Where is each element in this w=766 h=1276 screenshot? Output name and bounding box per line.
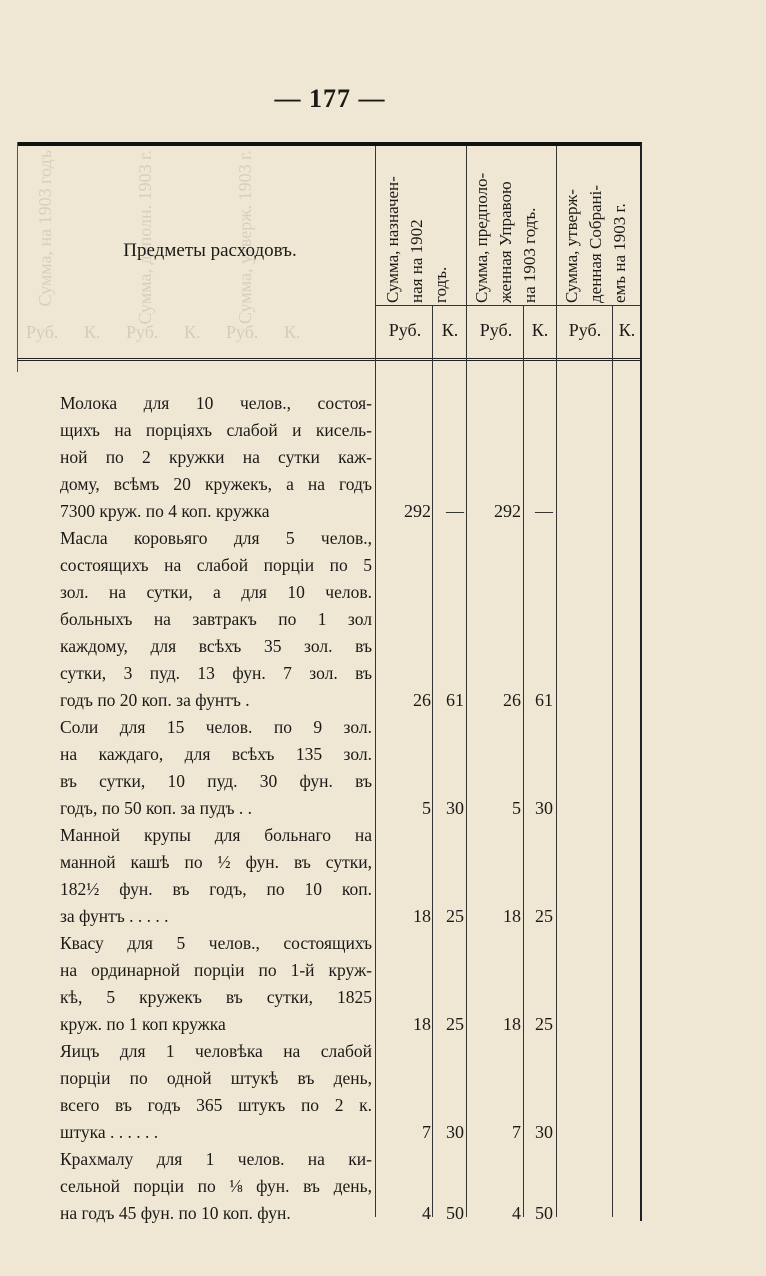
table-title: Предметы расходовъ. <box>123 240 297 261</box>
amount-1903-kop: — <box>535 501 553 521</box>
amount-1902-rub: 26 <box>413 690 431 710</box>
page-number: — 177 — <box>274 84 386 113</box>
unit-approved-kop: К. <box>618 320 636 340</box>
amount-1902-kop: 30 <box>446 798 464 818</box>
ghost-unit-6: К. <box>284 322 301 342</box>
amount-1902-rub: 4 <box>422 1203 431 1223</box>
expense-item-line: годъ по 20 коп. за фунтъ . <box>60 690 250 710</box>
header-unit-divider <box>375 305 640 306</box>
expense-item-line: на каждаго, для всѣхъ 135 зол. <box>60 744 372 764</box>
unit-1902-rub: Руб. <box>388 320 422 340</box>
expense-item-line: Молока для 10 челов., состоя- <box>60 393 372 413</box>
expense-item-line: Яицъ для 1 человѣка на слабой <box>60 1041 372 1061</box>
ghost-unit-1: Руб. <box>26 322 59 342</box>
column-divider-1902-kop <box>432 305 433 1217</box>
ghost-unit-2: К. <box>84 322 101 342</box>
amount-1902-rub: 18 <box>413 906 431 926</box>
amount-1903-kop: 25 <box>535 1014 553 1034</box>
amount-1902-kop: 25 <box>446 1014 464 1034</box>
expense-item-line: зол. на сутки, а для 10 челов. <box>60 582 372 602</box>
amount-1903-rub: 7 <box>512 1122 521 1142</box>
amount-1902-kop: — <box>446 501 464 521</box>
column-header-1903-approved: Сумма, утверж- денная Собрані- емъ на 1903 г. <box>562 184 629 303</box>
amount-1903-kop: 30 <box>535 798 553 818</box>
column-divider-1903-approved <box>556 146 557 1217</box>
column-header-1903-proposed: Сумма, предполо- женная Управою на 1903 годъ. <box>472 172 539 303</box>
amount-1902-rub: 292 <box>404 501 431 521</box>
column-divider-1903-proposed <box>466 146 467 1217</box>
expense-item-line: годъ, по 50 коп. за пудъ . . <box>60 798 253 818</box>
ghost-header-3: Сумма, утверж. 1903 г. <box>235 150 255 325</box>
ghost-unit-5: Руб. <box>226 322 259 342</box>
expense-item-line: щихъ на порціяхъ слабой и кисель- <box>60 420 372 440</box>
table-frame-left-edge <box>17 142 19 372</box>
expense-item-line: 7300 круж. по 4 коп. кружка <box>60 501 270 521</box>
expense-item-line: въ сутки, 10 пуд. 30 фун. въ <box>60 771 372 791</box>
ghost-header-2: Сумма, дополн. 1903 г. <box>135 150 155 325</box>
ghost-unit-3: Руб. <box>126 322 159 342</box>
amount-1903-rub: 18 <box>503 906 521 926</box>
expense-item-line: кѣ, 5 кружекъ въ сутки, 1825 <box>60 987 372 1007</box>
expense-item-line: состоящихъ на слабой порціи по 5 <box>60 555 372 575</box>
expense-item-line: каждому, для всѣхъ 35 зол. въ <box>60 636 372 656</box>
amount-1903-rub: 4 <box>512 1203 521 1223</box>
amount-1902-kop: 61 <box>446 690 464 710</box>
expense-item-line: штука . . . . . . <box>60 1122 159 1142</box>
column-header-1902: Сумма, назначен- ная на 1902 годъ. <box>383 176 450 303</box>
amount-1902-rub: 7 <box>422 1122 431 1142</box>
expense-item-line: на годъ 45 фун. по 10 коп. фун. <box>60 1203 291 1223</box>
amount-1902-kop: 50 <box>446 1203 464 1223</box>
amount-1902-rub: 18 <box>413 1014 431 1034</box>
expense-item-line: сутки, 3 пуд. 13 фун. 7 зол. въ <box>60 663 372 683</box>
expense-item-line: Манной крупы для больнаго на <box>60 825 372 845</box>
amount-1903-kop: 50 <box>535 1203 553 1223</box>
unit-approved-rub: Руб. <box>568 320 602 340</box>
column-divider-approved-kop <box>612 305 613 1217</box>
expense-item-line: дому, всѣмъ 20 кружекъ, а на годъ <box>60 474 372 494</box>
ghost-unit-4: К. <box>184 322 201 342</box>
expense-item-line: 182½ фун. въ годъ, по 10 коп. <box>60 879 372 899</box>
ghost-header-1: Сумма, на 1903 годъ <box>35 150 55 307</box>
amount-1903-kop: 30 <box>535 1122 553 1142</box>
header-bottom-rule <box>17 358 642 361</box>
amount-1902-rub: 5 <box>422 798 431 818</box>
expense-item-line: Крахмалу для 1 челов. на ки- <box>60 1149 372 1169</box>
column-divider-1902 <box>375 146 376 1217</box>
unit-1903-rub: Руб. <box>479 320 513 340</box>
unit-1902-kop: К. <box>441 320 459 340</box>
amount-1903-rub: 5 <box>512 798 521 818</box>
expense-item-line: круж. по 1 коп кружка <box>60 1014 226 1034</box>
expense-item-line: на ординарной порціи по 1-й круж- <box>60 960 372 980</box>
amount-1903-kop: 61 <box>535 690 553 710</box>
amount-1903-rub: 292 <box>494 501 521 521</box>
amount-1903-rub: 26 <box>503 690 521 710</box>
amount-1902-kop: 25 <box>446 906 464 926</box>
expense-item-line: Соли для 15 челов. по 9 зол. <box>60 717 372 737</box>
expense-item-line: сельной порціи по ⅛ фун. въ день, <box>60 1176 372 1196</box>
amount-1902-kop: 30 <box>446 1122 464 1142</box>
column-divider-1903-kop <box>523 305 524 1217</box>
expense-item-line: Квасу для 5 челов., состоящихъ <box>60 933 372 953</box>
expense-item-line: манной кашѣ по ½ фун. въ сутки, <box>60 852 372 872</box>
unit-1903-kop: К. <box>531 320 549 340</box>
expense-item-line: всего въ годъ 365 штукъ по 2 к. <box>60 1095 372 1115</box>
amount-1903-rub: 18 <box>503 1014 521 1034</box>
expense-item-line: порціи по одной штукѣ въ день, <box>60 1068 372 1088</box>
expense-item-line: ной по 2 кружки на сутки каж- <box>60 447 372 467</box>
amount-1903-kop: 25 <box>535 906 553 926</box>
expense-item-line: больныхъ на завтракъ по 1 зол <box>60 609 372 629</box>
expense-item-line: Масла коровьяго для 5 челов., <box>60 528 372 548</box>
expense-item-line: за фунтъ . . . . . <box>60 906 169 926</box>
